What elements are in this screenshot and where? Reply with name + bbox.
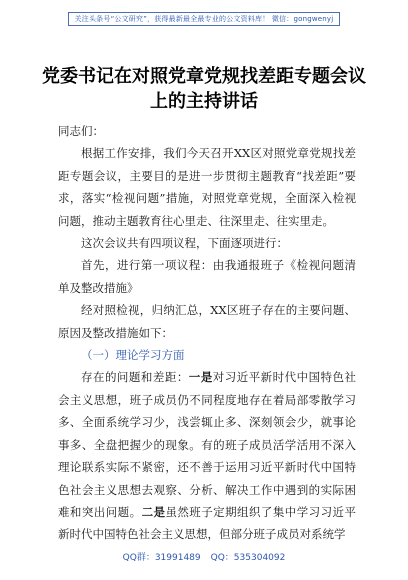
paragraph-summary: 经对照检视，归纳汇总，XX区班子存在的主要问题、原因及整改措施如下： <box>58 303 356 340</box>
paragraph-problems <box>58 366 356 545</box>
title-line-1: 党委书记在对照党章党规找差距专题会议 <box>42 66 366 87</box>
salutation: 同志们： <box>58 124 104 138</box>
banner-text: 关注头条号“公文研究”，获得最新最全最专业的公文资料库！ 微信：gongwenyj <box>68 12 341 26</box>
paragraph-intro: 根据工作安排，我们今天召开XX区对照党章党规找差距专题会议，主要目的是进一步贯彻主题教育“找差距”要求，落实“检视问题”措施，对照党章党规，全面深入检视问题，推动主题教育往心里走、往深里走、往实里走。 <box>58 146 356 228</box>
problem-text-2: 虽然班子定期组织了集中学习习近平新时代中国特色社会主义思想，但部分班子成员对系统学 <box>58 504 356 542</box>
problem-marker-1: 一是 <box>188 370 213 385</box>
section-heading-theory: （一）理论学习方面 <box>81 348 185 363</box>
footer-qq: QQ：535304092 <box>210 553 286 563</box>
problems-lead: 存在的问题和差距： <box>81 370 189 385</box>
paragraph-agenda: 这次会议共有四项议程，下面逐项进行： <box>81 236 288 251</box>
title-line-2: 上的主持讲话 <box>150 91 258 112</box>
problem-text-1: 对习近平新时代中国特色社会主义思想，班子成员仍不同程度地存在着局部零散学习多、全面系统学习少，浅尝辄止多、深刻领会少，就事论事多、全盘把握少的现象。有的班子成员活学活用不深入理论联系实际不紧密，还不善于运用习近平新时代中国特色社会主义思想去观察、分析、解决工作中遇到的实际困难和突出问题。 <box>58 370 357 519</box>
problem-marker-2: 二是 <box>141 504 166 519</box>
top-banner <box>0 6 408 26</box>
footer-contact <box>0 550 408 563</box>
document-body <box>58 120 356 546</box>
footer-qq-group: QQ群：31991489 <box>122 553 201 563</box>
document-title <box>40 64 368 114</box>
paragraph-first-item: 首先，进行第一项议程：由我通报班子《检视问题清单及整改措施》 <box>58 258 356 295</box>
